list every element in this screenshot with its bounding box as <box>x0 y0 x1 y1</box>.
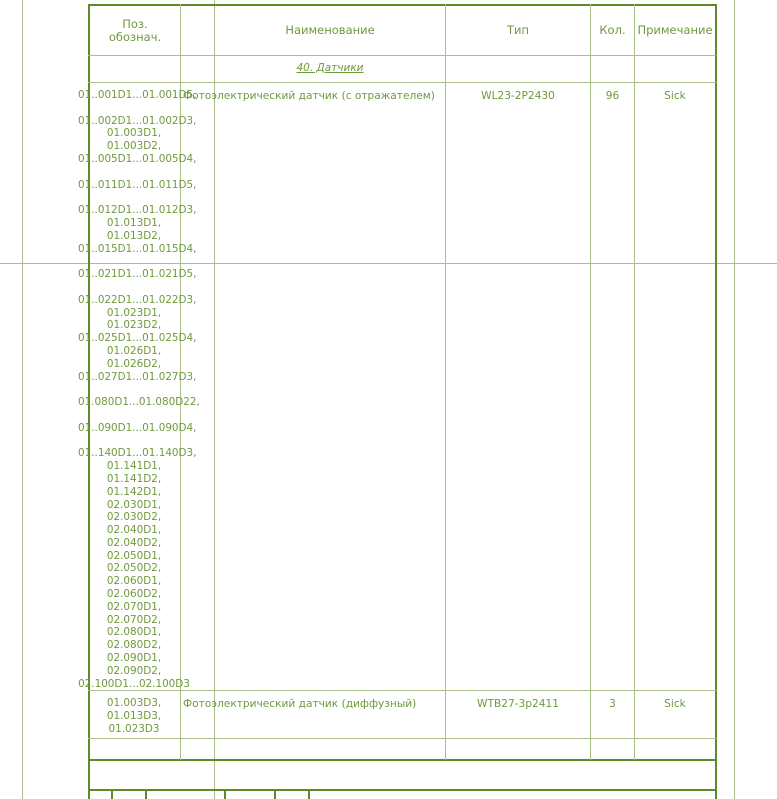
header-position: Поз. обознач. <box>108 16 162 44</box>
row1-qty: 96 <box>605 90 620 102</box>
row2-name: Фотоэлектрический датчик (диффузный) <box>183 698 417 710</box>
header-type: Тип <box>506 23 530 37</box>
row1-position: 01..001D1...01.001D5, 01..002D1...01.002D3, 01.003D1, 01.003D2, 01..005D1...01.005D4, 01..011D1...01.011D5, 01..012D1...01.012D3, 01.013D1, 01.013D2, 01..015D1...01.015D4, 01..021D1...01.021D5, 01..022D1...01.022D3, 01.023D1, 01.023D2, 01..025D1...01.025D4, 01.026D1, 01.026D2, 01..027D1...01.027D3, 01.080D1...01.080D22, 01..090D1...01.090D4, 01..140D1...01.140D3, 01.141D1, 01.141D2, 01.142D1, 02.030D1, 02.030D2, 02.040D1, 02.040D2, 02.050D1, 02.050D2, 02.060D1, 02.060D2, 02.070D1, 02.070D2, 02.080D1, 02.080D2, 02.090D1, 02.090D2, 02.100D1...02.100D3 <box>78 89 200 690</box>
header-qty: Кол. <box>599 23 626 37</box>
section-title: 40. Датчики <box>296 62 364 74</box>
row2-bottom-line <box>88 738 716 739</box>
col-sep-4 <box>590 4 591 760</box>
table-frame-bottom-upper <box>88 759 717 761</box>
row2-note: Sick <box>664 698 686 710</box>
row1-name: Фотоэлектрический датчик (с отражателем) <box>183 90 435 102</box>
stamp-column-line <box>214 0 215 799</box>
header-name: Наименование <box>285 23 375 37</box>
header-bottom-line <box>88 55 716 56</box>
header-note: Примечание <box>637 23 713 37</box>
row2-position: 01.003D3, 01.013D3, 01.023D3 <box>106 697 162 735</box>
section-bottom-line <box>88 82 716 83</box>
sheet-outer-left-line <box>22 0 23 799</box>
stamp-tick <box>274 790 276 799</box>
row2-type: WTB27-3p2411 <box>477 698 559 710</box>
row2-qty: 3 <box>609 698 616 710</box>
row1-note: Sick <box>664 90 686 102</box>
stamp-tick <box>308 790 310 799</box>
col-sep-5 <box>634 4 635 760</box>
stamp-tick <box>224 790 226 799</box>
stamp-tick <box>111 790 113 799</box>
col-sep-3 <box>445 4 446 760</box>
table-frame-right <box>715 4 717 799</box>
table-frame-bottom-lower <box>88 789 717 791</box>
sheet-outer-right-line <box>734 0 735 799</box>
row1-type: WL23-2P2430 <box>481 90 555 102</box>
stamp-tick <box>145 790 147 799</box>
